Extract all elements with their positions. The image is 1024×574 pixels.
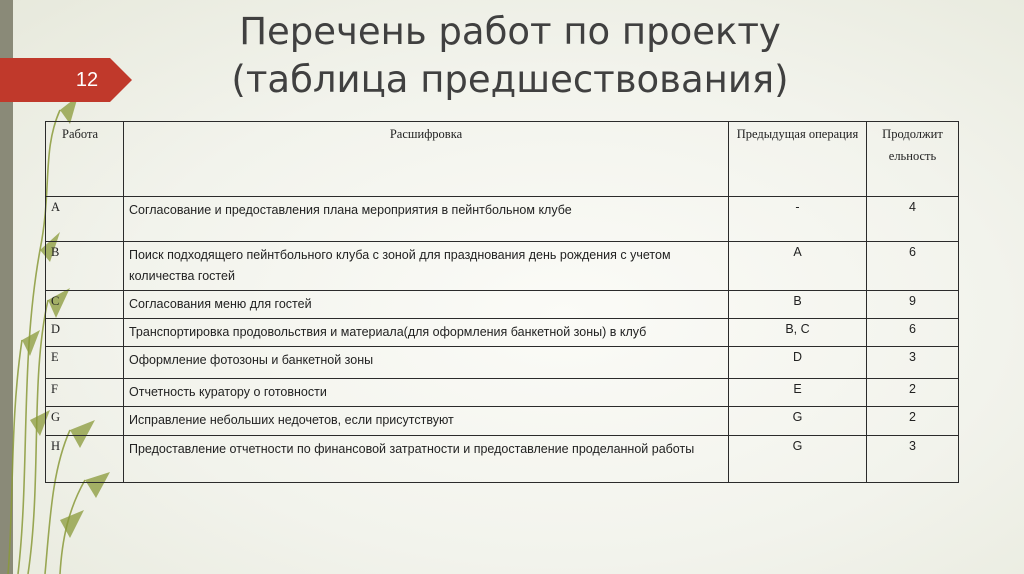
header-job: Работа — [46, 122, 124, 197]
cell-description: Отчетность куратору о готовности — [124, 379, 729, 407]
cell-duration: 4 — [867, 197, 959, 242]
table-row — [46, 197, 959, 242]
title-line-1: Перечень работ по проекту — [239, 10, 781, 53]
precedence-table — [45, 121, 959, 483]
page-title — [160, 8, 860, 104]
cell-duration: 2 — [867, 379, 959, 407]
table-row — [46, 407, 959, 436]
cell-description: Согласования меню для гостей — [124, 291, 729, 319]
cell-job: A — [46, 197, 124, 242]
cell-previous: A — [729, 242, 867, 291]
cell-job: B — [46, 242, 124, 291]
table-row — [46, 242, 959, 291]
cell-previous: G — [729, 436, 867, 483]
cell-duration: 3 — [867, 347, 959, 379]
table-row — [46, 347, 959, 379]
header-description: Расшифровка — [124, 122, 729, 197]
cell-description: Согласование и предоставления плана мероприятия в пейнтбольном клубе — [124, 197, 729, 242]
table-row — [46, 436, 959, 483]
cell-description: Поиск подходящего пейнтбольного клуба с зоной для празднования день рождения с учетом количества гостей — [124, 242, 729, 291]
cell-description: Исправление небольших недочетов, если присутствуют — [124, 407, 729, 436]
cell-previous: B, C — [729, 319, 867, 347]
table-row — [46, 379, 959, 407]
cell-duration: 6 — [867, 242, 959, 291]
cell-duration: 9 — [867, 291, 959, 319]
cell-previous: - — [729, 197, 867, 242]
table-row — [46, 319, 959, 347]
cell-duration: 3 — [867, 436, 959, 483]
cell-job: H — [46, 436, 124, 483]
cell-job: F — [46, 379, 124, 407]
table-row — [46, 291, 959, 319]
cell-duration: 6 — [867, 319, 959, 347]
cell-description: Оформление фотозоны и банкетной зоны — [124, 347, 729, 379]
cell-previous: B — [729, 291, 867, 319]
cell-job: E — [46, 347, 124, 379]
table-header-row — [46, 122, 959, 197]
cell-job: C — [46, 291, 124, 319]
cell-previous: G — [729, 407, 867, 436]
cell-job: D — [46, 319, 124, 347]
cell-description: Предоставление отчетности по финансовой затратности и предоставление проделанной работы — [124, 436, 729, 483]
header-duration: Продолжит ельность — [867, 122, 959, 197]
cell-description: Транспортировка продовольствия и материала(для оформления банкетной зоны) в клуб — [124, 319, 729, 347]
cell-previous: D — [729, 347, 867, 379]
cell-duration: 2 — [867, 407, 959, 436]
slide-number: 12 — [75, 69, 99, 91]
title-line-2: (таблица предшествования) — [231, 58, 789, 101]
cell-job: G — [46, 407, 124, 436]
header-previous: Предыдущая операция — [729, 122, 867, 197]
cell-previous: E — [729, 379, 867, 407]
